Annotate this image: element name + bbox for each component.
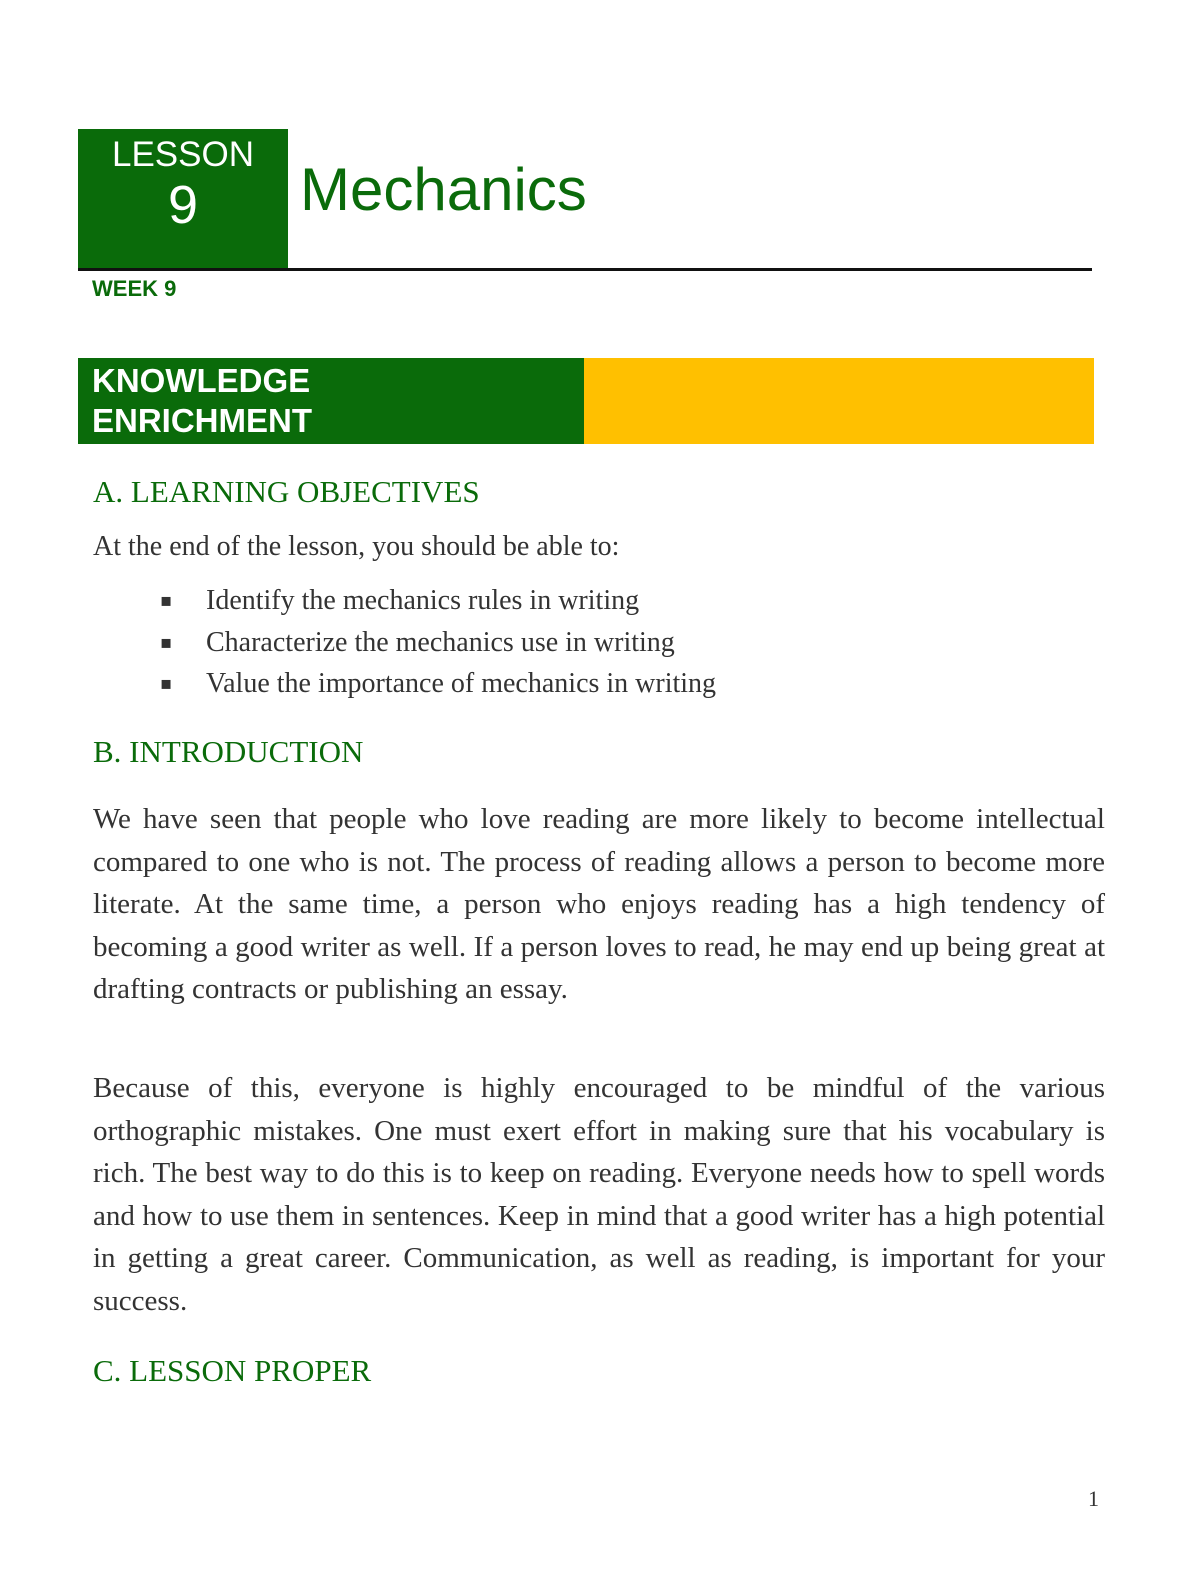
list-item (160, 665, 716, 707)
heading-introduction: B. INTRODUCTION (93, 734, 364, 769)
objectives-intro: At the end of the lesson, you should be able to: (93, 531, 620, 562)
list-item (160, 624, 716, 666)
page-title: Mechanics (300, 156, 587, 223)
section-banner (78, 358, 1094, 444)
banner-title (78, 358, 584, 444)
list-item (160, 582, 716, 624)
page-number: 1 (1088, 1486, 1099, 1511)
banner-accent (584, 358, 1094, 444)
lesson-label: LESSON (112, 135, 254, 174)
objective-text: Identify the mechanics rules in writing (206, 585, 640, 616)
lesson-badge (78, 129, 288, 270)
objective-text: Characterize the mechanics use in writing (206, 626, 675, 658)
title-divider (78, 268, 1092, 271)
objectives-list (160, 582, 716, 707)
banner-line-2: ENRICHMENT (92, 402, 312, 439)
intro-paragraph-2: Because of this, everyone is highly encouraged to be mindful of the various orthographic mistakes. One must exert effort in making sure that his vocabulary is rich. The best way to do this is to keep on reading. Everyone needs how to spell words and how to use them in sentences. Keep in mind that a good writer has a high potential in getting a great career. Communication, as well as reading, is important for your success. (93, 1072, 1105, 1317)
intro-paragraph-1: We have seen that people who love reading are more likely to become intellectual compared to one who is not. The process of reading allows a person to become more literate. At the same time, a person who enjoys reading has a high tendency of becoming a good writer as well. If a person loves to read, he may end up being great at drafting contracts or publishing an essay. (93, 803, 1105, 1005)
banner-line-1: KNOWLEDGE (92, 362, 311, 399)
objective-text: Value the importance of mechanics in writing (206, 668, 717, 699)
lesson-number: 9 (167, 175, 199, 235)
square-bullet-icon: ▪ (160, 673, 173, 694)
heading-lesson-proper: C. LESSON PROPER (93, 1353, 372, 1388)
heading-learning-objectives: A. LEARNING OBJECTIVES (93, 474, 480, 509)
square-bullet-icon: ▪ (160, 631, 173, 653)
square-bullet-icon: ▪ (160, 590, 173, 611)
week-label: WEEK 9 (92, 276, 177, 301)
